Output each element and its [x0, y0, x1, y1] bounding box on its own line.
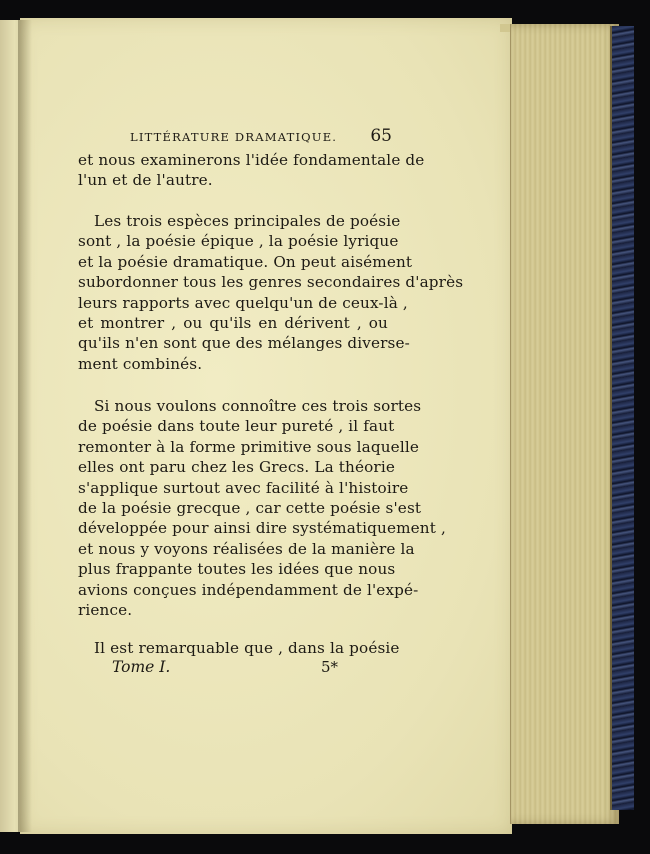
text-line: leurs rapports avec quelqu'un de ceux-là ,: [78, 293, 408, 312]
text-line: elles ont paru chez les Grecs. La théorie: [78, 458, 395, 477]
text-line: rience.: [78, 601, 133, 620]
text-line: avions conçues indépendamment de l'expé-: [78, 580, 419, 599]
paragraph-1: [78, 150, 425, 191]
text-line: et la poésie dramatique. On peut aisément: [78, 252, 413, 271]
marbled-cover-edge: [610, 26, 634, 810]
running-head: [130, 126, 392, 146]
text-line: développée pour ainsi dire systématiquement ,: [78, 519, 446, 538]
text-line: l'un et de l'autre.: [78, 171, 213, 190]
running-head-title: LITTÉRATURE DRAMATIQUE.: [130, 130, 338, 144]
text-line: Les trois espèces principales de poésie: [94, 212, 401, 230]
text-line: de poésie dans toute leur pureté , il faut: [78, 417, 395, 436]
text-line: et nous examinerons l'idée fondamentale de: [78, 151, 425, 169]
paragraph-4: [78, 638, 400, 658]
text-line: et nous y voyons réalisées de la manière la: [78, 539, 415, 558]
text-line: qu'ils n'en sont que des mélanges diverse-: [78, 334, 410, 353]
fore-edge-pages: [510, 24, 619, 824]
text-line: s'applique surtout avec facilité à l'histoire: [78, 478, 409, 497]
volume-label: Tome I.: [112, 658, 171, 676]
text-line: de la poésie grecque , car cette poésie s'est: [78, 499, 422, 518]
text-line: et montrer , ou qu'ils en dérivent , ou: [78, 314, 388, 333]
text-line: sont , la poésie épique , la poésie lyrique: [78, 232, 399, 251]
page-number: 65: [370, 126, 392, 146]
page-footer: [112, 658, 338, 676]
signature-mark: 5*: [320, 658, 338, 676]
paragraph-3: [78, 396, 446, 620]
text-line: plus frappante toutes les idées que nous: [78, 560, 396, 579]
paragraph-2: [78, 211, 464, 374]
text-line: subordonner tous les genres secondaires d'après: [78, 273, 464, 292]
text-line: Si nous voulons connoître ces trois sortes: [94, 397, 422, 415]
text-line: Il est remarquable que , dans la poésie: [94, 639, 400, 657]
gutter-shadow: [18, 20, 32, 832]
text-line: remonter à la forme primitive sous laquelle: [78, 437, 419, 456]
text-line: ment combinés.: [78, 354, 203, 373]
